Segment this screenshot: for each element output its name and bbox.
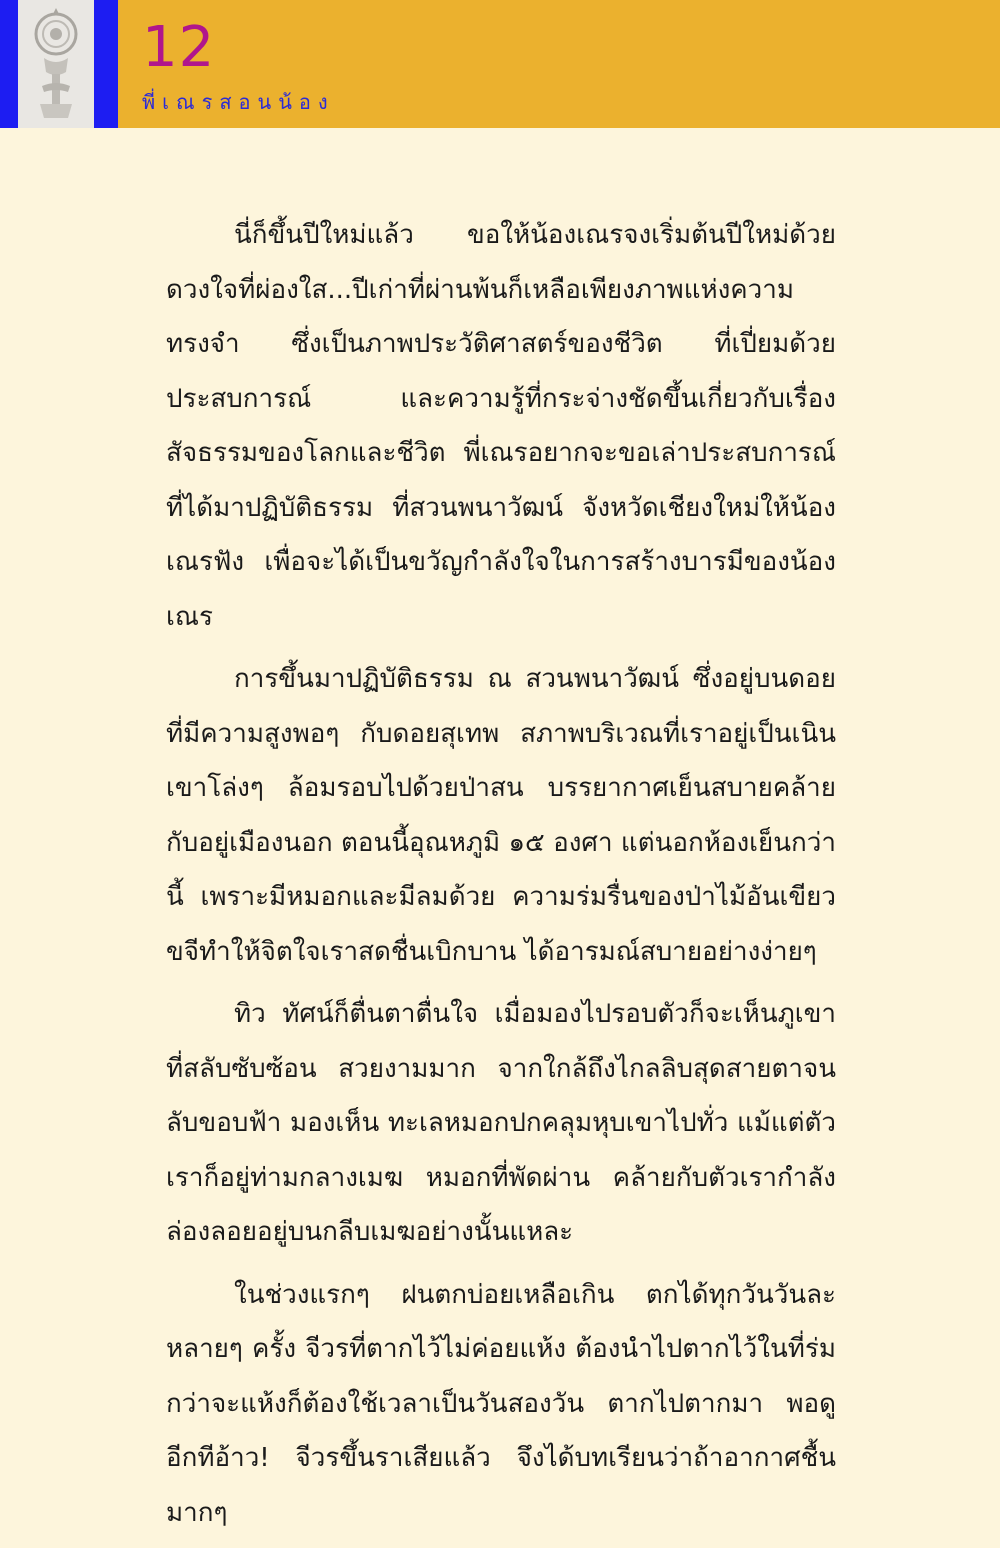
emblem-box — [18, 0, 94, 128]
right-blue-stripe — [94, 0, 118, 128]
buddhist-emblem-icon — [18, 0, 94, 128]
series-title: พี่เณรสอนน้อง — [142, 90, 335, 114]
paragraph: การขึ้นมาปฏิบัติธรรม ณ สวนพนาวัฒน์ ซึ่งอยู่บนดอยที่มีความสูงพอๆ กับดอยสุเทพ สภาพบริเวณที่เราอยู่เป็นเนินเขาโล่งๆ ล้อมรอบไปด้วยป่าสน บรรยากาศเย็นสบายคล้ายกับอยู่เมืองนอก ตอนนี้อุณหภูมิ ๑๕ องศา แต่นอกห้องเย็นกว่านี้ เพราะมีหมอกและมีลมด้วย ความร่มรื่นของป่าไม้อันเขียวขจีทำให้จิตใจเราสดชื่นเบิกบาน ได้อารมณ์สบายอย่างง่ายๆ — [166, 664, 836, 967]
paragraph: ทิว ทัศน์ก็ตื่นตาตื่นใจ เมื่อมองไปรอบตัวก็จะเห็นภูเขาที่สลับซับซ้อน สวยงามมาก จากใกล้ถึงไกลลิบสุดสายตาจนลับขอบฟ้า มองเห็น ทะเลหมอกปกคลุมหุบเขาไปทั่ว แม้แต่ตัวเราก็อยู่ท่ามกลางเมฆ หมอกที่พัดผ่าน คล้ายกับตัวเรากำลังล่องลอยอยู่บนกลีบเมฆอย่างนั้นแหละ — [166, 999, 836, 1247]
left-blue-stripe — [0, 0, 18, 128]
paragraph: นี่ก็ขึ้นปีใหม่แล้ว ขอให้น้องเณรจงเริ่มต้นปีใหม่ด้วยดวงใจที่ผ่องใส...ปีเก่าที่ผ่านพ้นก็เหลือเพียงภาพแห่งความทรงจำ ซึ่งเป็นภาพประวัติศาสตร์ของชีวิต ที่เปี่ยมด้วยประสบการณ์ และความรู้ที่กระจ่างชัดขึ้นเกี่ยวกับเรื่องสัจธรรมของโลกและชีวิต พี่เณรอยากจะขอเล่าประสบการณ์ที่ได้มาปฏิบัติธรรม ที่สวนพนาวัฒน์ จังหวัดเชียงใหม่ให้น้องเณรฟัง เพื่อจะได้เป็นขวัญกำลังใจในการสร้างบารมีของน้องเณร — [166, 220, 836, 632]
paragraph: ในช่วงแรกๆ ฝนตกบ่อยเหลือเกิน ตกได้ทุกวันวันละหลายๆ ครั้ง จีวรที่ตากไว้ไม่ค่อยแห้ง ต้องนำไปตากไว้ในที่ร่มกว่าจะแห้งก็ต้องใช้เวลาเป็นวันสองวัน ตากไปตากมา พอดูอีกทีอ้าว! จีวรขึ้นราเสียแล้ว จึงได้บทเรียนว่าถ้าอากาศชื้นมากๆ — [166, 1279, 836, 1528]
article-body — [166, 208, 836, 1548]
page-number: 12 — [142, 15, 216, 80]
page-header — [0, 0, 1000, 128]
